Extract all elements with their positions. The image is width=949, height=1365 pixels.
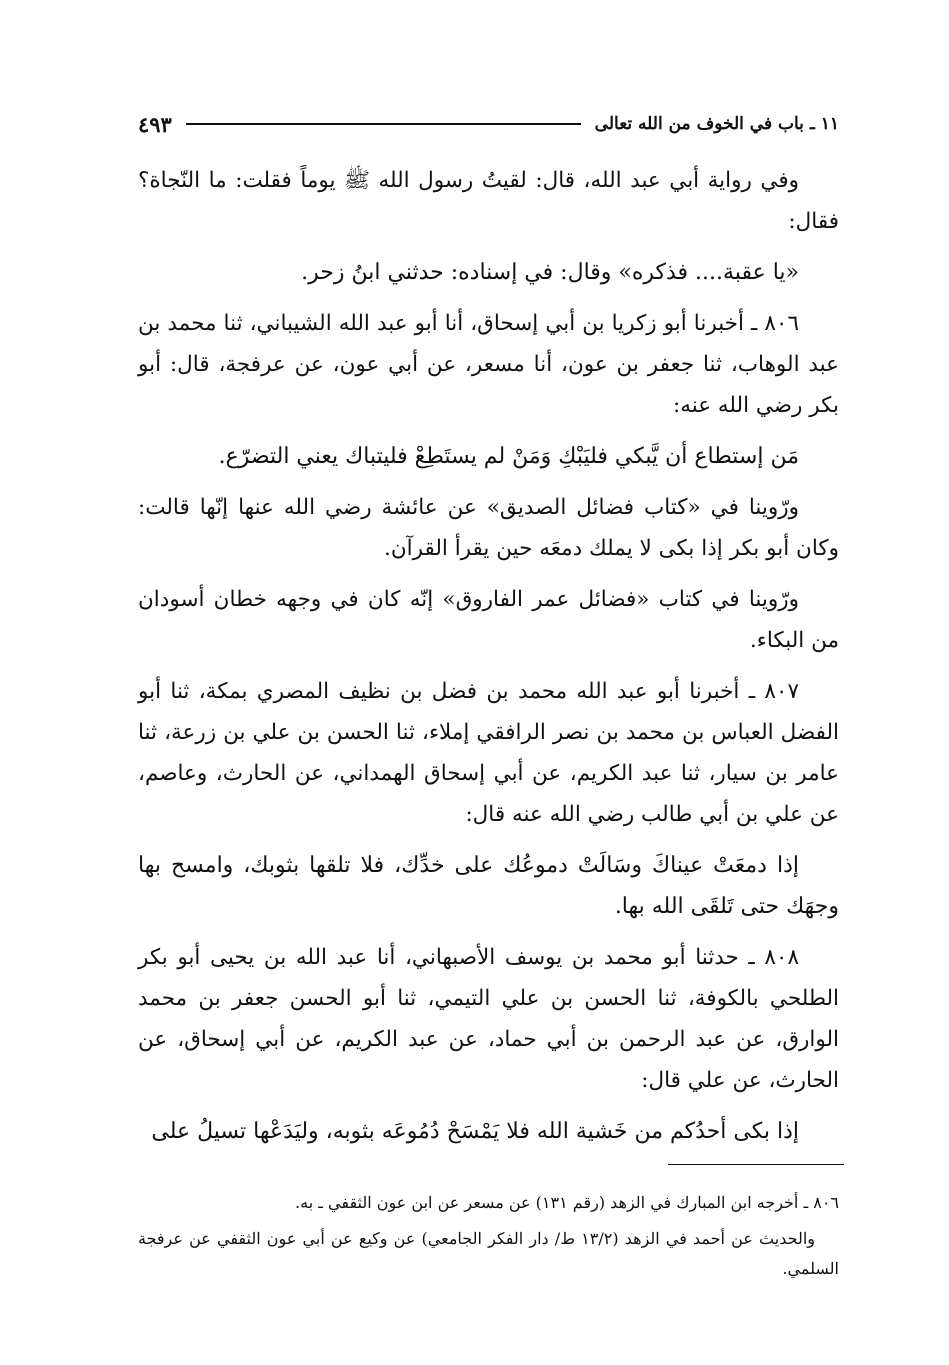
footnotes xyxy=(138,1188,839,1290)
footnote-separator xyxy=(668,1164,844,1165)
paragraph: ورّوينا في كتاب «فضائل عمر الفاروق» إنّه كان في وجهه خطان أسودان من البكاء. xyxy=(138,587,839,653)
footnote: ٨٠٦ ـ أخرجه ابن المبارك في الزهد (رقم ١٣١) عن مسعر عن ابن عون الثقفي ـ به. xyxy=(295,1193,839,1212)
paragraph: «يا عقبة.... فذكره» وقال: في إسناده: حدثني ابنُ زحر. xyxy=(301,260,799,285)
chapter-title: ١١ ـ باب في الخوف من الله تعالى xyxy=(594,114,839,134)
paragraph: ورّوينا في «كتاب فضائل الصديق» عن عائشة رضي الله عنها إنّها قالت: وكان أبو بكر إذا بكى لا يملك دمعَه حين يقرأ القرآن. xyxy=(138,495,839,561)
header-rule xyxy=(186,123,581,125)
main-text xyxy=(138,160,839,1162)
footnote: والحديث عن أحمد في الزهد (١٣/٢ ط/ دار الفكر الجامعي) عن وكيع عن أبي عون الثقفي عن عرفجة السلمي. xyxy=(138,1229,839,1278)
hadith-807: ٨٠٧ ـ أخبرنا أبو عبد الله محمد بن فضل بن نظيف المصري بمكة، ثنا أبو الفضل العباس بن محمد بن نصر الرافقي إملاء، ثنا الحسن بن علي بن زرعة، ثنا عامر بن سيار، ثنا عبد الكريم، عن أبي إسحاق الهمداني، عن الحارث، وعاصم، عن علي بن أبي طالب رضي الله عنه قال: xyxy=(138,679,839,827)
hadith-808: ٨٠٨ ـ حدثنا أبو محمد بن يوسف الأصبهاني، أنا عبد الله بن يحيى أبو بكر الطلحي بالكوفة، ثنا الحسن بن علي التيمي، ثنا أبو الحسن جعفر بن محمد الوارق، عن عبد الرحمن بن أبي حماد، عن عبد الكريم، عن أبي إسحاق، عن الحارث، عن علي قال: xyxy=(138,945,839,1093)
paragraph: وفي رواية أبي عبد الله، قال: لقيتُ رسول الله ﷺ يوماً فقلت: ما النّجاة؟ فقال: xyxy=(138,168,839,234)
quote-text: إذا دمعَتْ عيناكَ وسَالَتْ دموعُك على خدِّك، فلا تلقها بثوبك، وامسح بها وجهَك حتى تَلقَى الله بها. xyxy=(138,853,839,919)
page-number: ٤٩٣ xyxy=(138,111,172,137)
running-header xyxy=(138,108,839,140)
hadith-806: ٨٠٦ ـ أخبرنا أبو زكريا بن أبي إسحاق، أنا أبو عبد الله الشيباني، ثنا محمد بن عبد الوهاب، ثنا جعفر بن عون، أنا مسعر، عن أبي عون، عن عرفجة، قال: أبو بكر رضي الله عنه: xyxy=(138,311,839,418)
quote-text: مَن إستطاع أن يَّبكي فليَبْكِ وَمَنْ لم يستَطِعْ فليتباك يعني التضرّع. xyxy=(218,444,799,469)
quote-text: إذا بكى أحدُكم من خَشية الله فلا يَمْسَحْ دُمُوعَه بثوبه، وليَدَعْها تسيلُ على xyxy=(151,1119,799,1144)
